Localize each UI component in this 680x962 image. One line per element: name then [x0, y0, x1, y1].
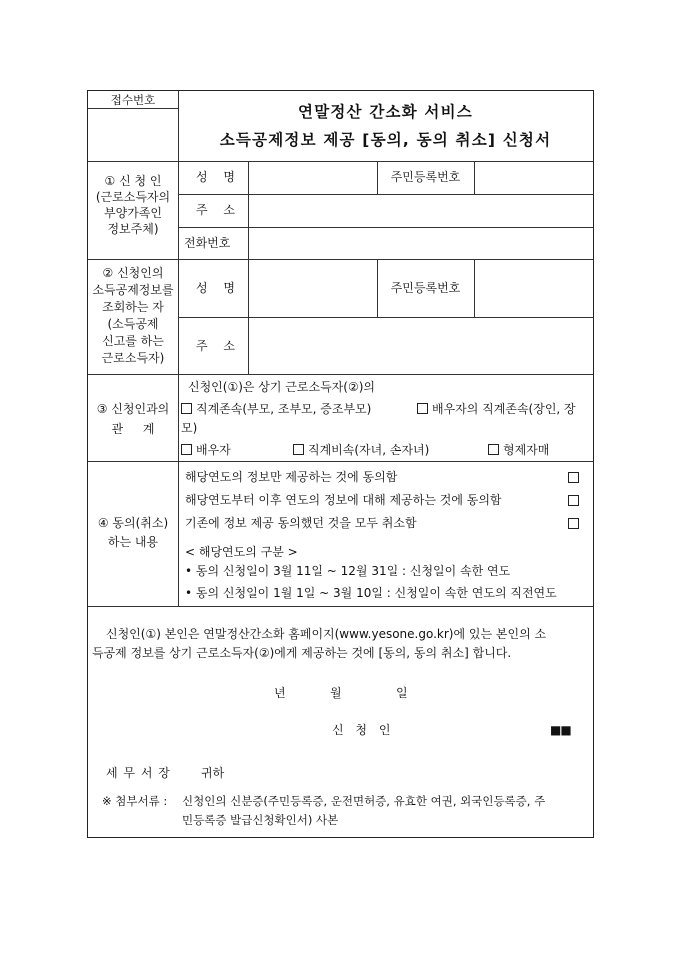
applicant-id-label: 주민등록번호 — [390, 170, 461, 184]
applicant-label-2: (근로소득자의 — [95, 190, 171, 204]
checkbox-spouse[interactable] — [181, 444, 192, 455]
attachments-label: ※ 첨부서류 : — [102, 794, 168, 808]
viewer-label-6: 근로소득자) — [101, 351, 165, 365]
signature-mark[interactable]: ■■ — [550, 723, 571, 737]
section3-bottom-line — [88, 461, 593, 462]
form-title-line2: 소득공제정보 제공 [동의, 동의 취소] 신청서 — [219, 131, 552, 149]
relation-lineal-asc-text: 직계존속(부모, 조부모, 증조부모) — [196, 402, 372, 416]
relation-spouse-text: 배우자 — [196, 443, 231, 457]
checkbox-lineal-desc[interactable] — [293, 444, 304, 455]
relation-sibling-text: 형제자매 — [503, 443, 550, 457]
checkbox-sibling[interactable] — [488, 444, 499, 455]
applicant-name-label: 성 명 — [196, 170, 235, 184]
consent-item-1: 해당연도의 정보만 제공하는 것에 동의함 — [185, 470, 398, 484]
addressee-suffix: 귀하 — [201, 766, 225, 780]
relation-lineal-desc-text: 직계비속(자녀, 손자녀) — [308, 443, 430, 457]
applicant-label-4: 정보주체) — [107, 222, 159, 236]
relation-option-spouse-lineal-asc[interactable] — [417, 402, 576, 416]
statement-line-1: 신청인(①) 본인은 연말정산간소화 홈페이지(www.yesone.go.kr)에 있는 본인의 소 — [106, 627, 547, 641]
statement-line-2: 득공제 정보를 상기 근로소득자(②)에게 제공하는 것에 [동의, 동의 취소] 합니다. — [92, 646, 512, 660]
viewer-id-label: 주민등록번호 — [390, 281, 461, 295]
checkbox-spouse-lineal-asc[interactable] — [417, 403, 428, 414]
applicant-label-1: ① 신 청 인 — [104, 174, 162, 188]
consent-year-heading: < 해당연도의 구분 > — [185, 545, 298, 559]
section2-bottom-line — [88, 374, 593, 375]
date-month-label: 월 — [330, 686, 342, 700]
applicant-label-3: 부양가족인 — [104, 206, 162, 220]
addressee-office: 세 무 서 장 — [106, 766, 170, 780]
consent-item-2: 해당연도부터 이후 연도의 정보에 대해 제공하는 것에 동의함 — [185, 493, 502, 507]
consent-year-rule-2: • 동의 신청일이 1월 1일 ~ 3월 10일 : 신청일이 속한 연도의 직전연도 — [185, 586, 557, 600]
applicant-address-label: 주 소 — [196, 203, 235, 217]
receipt-number-label: 접수번호 — [110, 93, 156, 107]
header-divider — [178, 91, 179, 161]
applicant-address-field[interactable] — [249, 195, 592, 226]
viewer-label-4: (소득공제 — [107, 317, 159, 331]
viewer-address-label: 주 소 — [196, 339, 235, 353]
receipt-number-value[interactable] — [88, 109, 178, 161]
consent-item-3: 기존에 정보 제공 동의했던 것을 모두 취소함 — [185, 516, 417, 530]
consent-item-3-checkbox[interactable] — [568, 518, 579, 529]
consent-item-2-checkbox[interactable] — [568, 495, 579, 506]
relation-option-lineal-asc[interactable] — [181, 402, 371, 416]
consent-item-1-checkbox[interactable] — [568, 472, 579, 483]
relation-option-spouse[interactable] — [181, 443, 231, 457]
relation-label-1: ③ 신청인과의 — [96, 402, 170, 416]
relation-intro: 신청인(①)은 상기 근로소득자(②)의 — [188, 380, 375, 394]
consent-year-rule-1: • 동의 신청일이 3월 11일 ~ 12월 31일 : 신청일이 속한 연도 — [185, 564, 511, 578]
attachments-line-2: 민등록증 발급신청확인서) 사본 — [182, 813, 339, 827]
relation-spouse-lineal-asc-text: 배우자의 직계존속(장인, 장 — [432, 402, 576, 416]
relation-option-lineal-desc[interactable] — [293, 443, 429, 457]
section4-bottom-line — [88, 606, 593, 607]
label-column-line — [178, 161, 179, 606]
applicant-id-field[interactable] — [475, 162, 592, 193]
viewer-label-3: 조회하는 자 — [102, 300, 164, 314]
viewer-address-field[interactable] — [249, 318, 592, 373]
signature-label: 신 청 인 — [332, 723, 391, 737]
relation-label-2: 관 계 — [111, 422, 155, 436]
date-year-label: 년 — [274, 686, 286, 700]
viewer-label-5: 신고를 하는 — [102, 334, 164, 348]
consent-label-2: 하는 내용 — [107, 535, 159, 549]
relation-option-spouse-lineal-asc-cont: 모) — [181, 421, 198, 435]
checkbox-lineal-asc[interactable] — [181, 403, 192, 414]
viewer-name-label: 성 명 — [196, 281, 235, 295]
viewer-label-1: ② 신청인의 — [102, 266, 164, 280]
application-form — [87, 90, 594, 838]
consent-label-1: ④ 동의(취소) — [97, 516, 169, 530]
date-day-label: 일 — [396, 686, 408, 700]
applicant-phone-label: 전화번호 — [184, 236, 231, 250]
viewer-id-field[interactable] — [475, 260, 592, 316]
relation-option-sibling[interactable] — [488, 443, 549, 457]
form-title-line1: 연말정산 간소화 서비스 — [298, 103, 473, 121]
attachments-line-1: 신청인의 신분증(주민등록증, 운전면허증, 유효한 여권, 외국인등록증, 주 — [182, 794, 546, 808]
viewer-label-2: 소득공제정보를 — [92, 283, 174, 297]
applicant-name-field[interactable] — [249, 162, 376, 193]
viewer-name-field[interactable] — [249, 260, 376, 316]
applicant-phone-field[interactable] — [249, 228, 592, 258]
